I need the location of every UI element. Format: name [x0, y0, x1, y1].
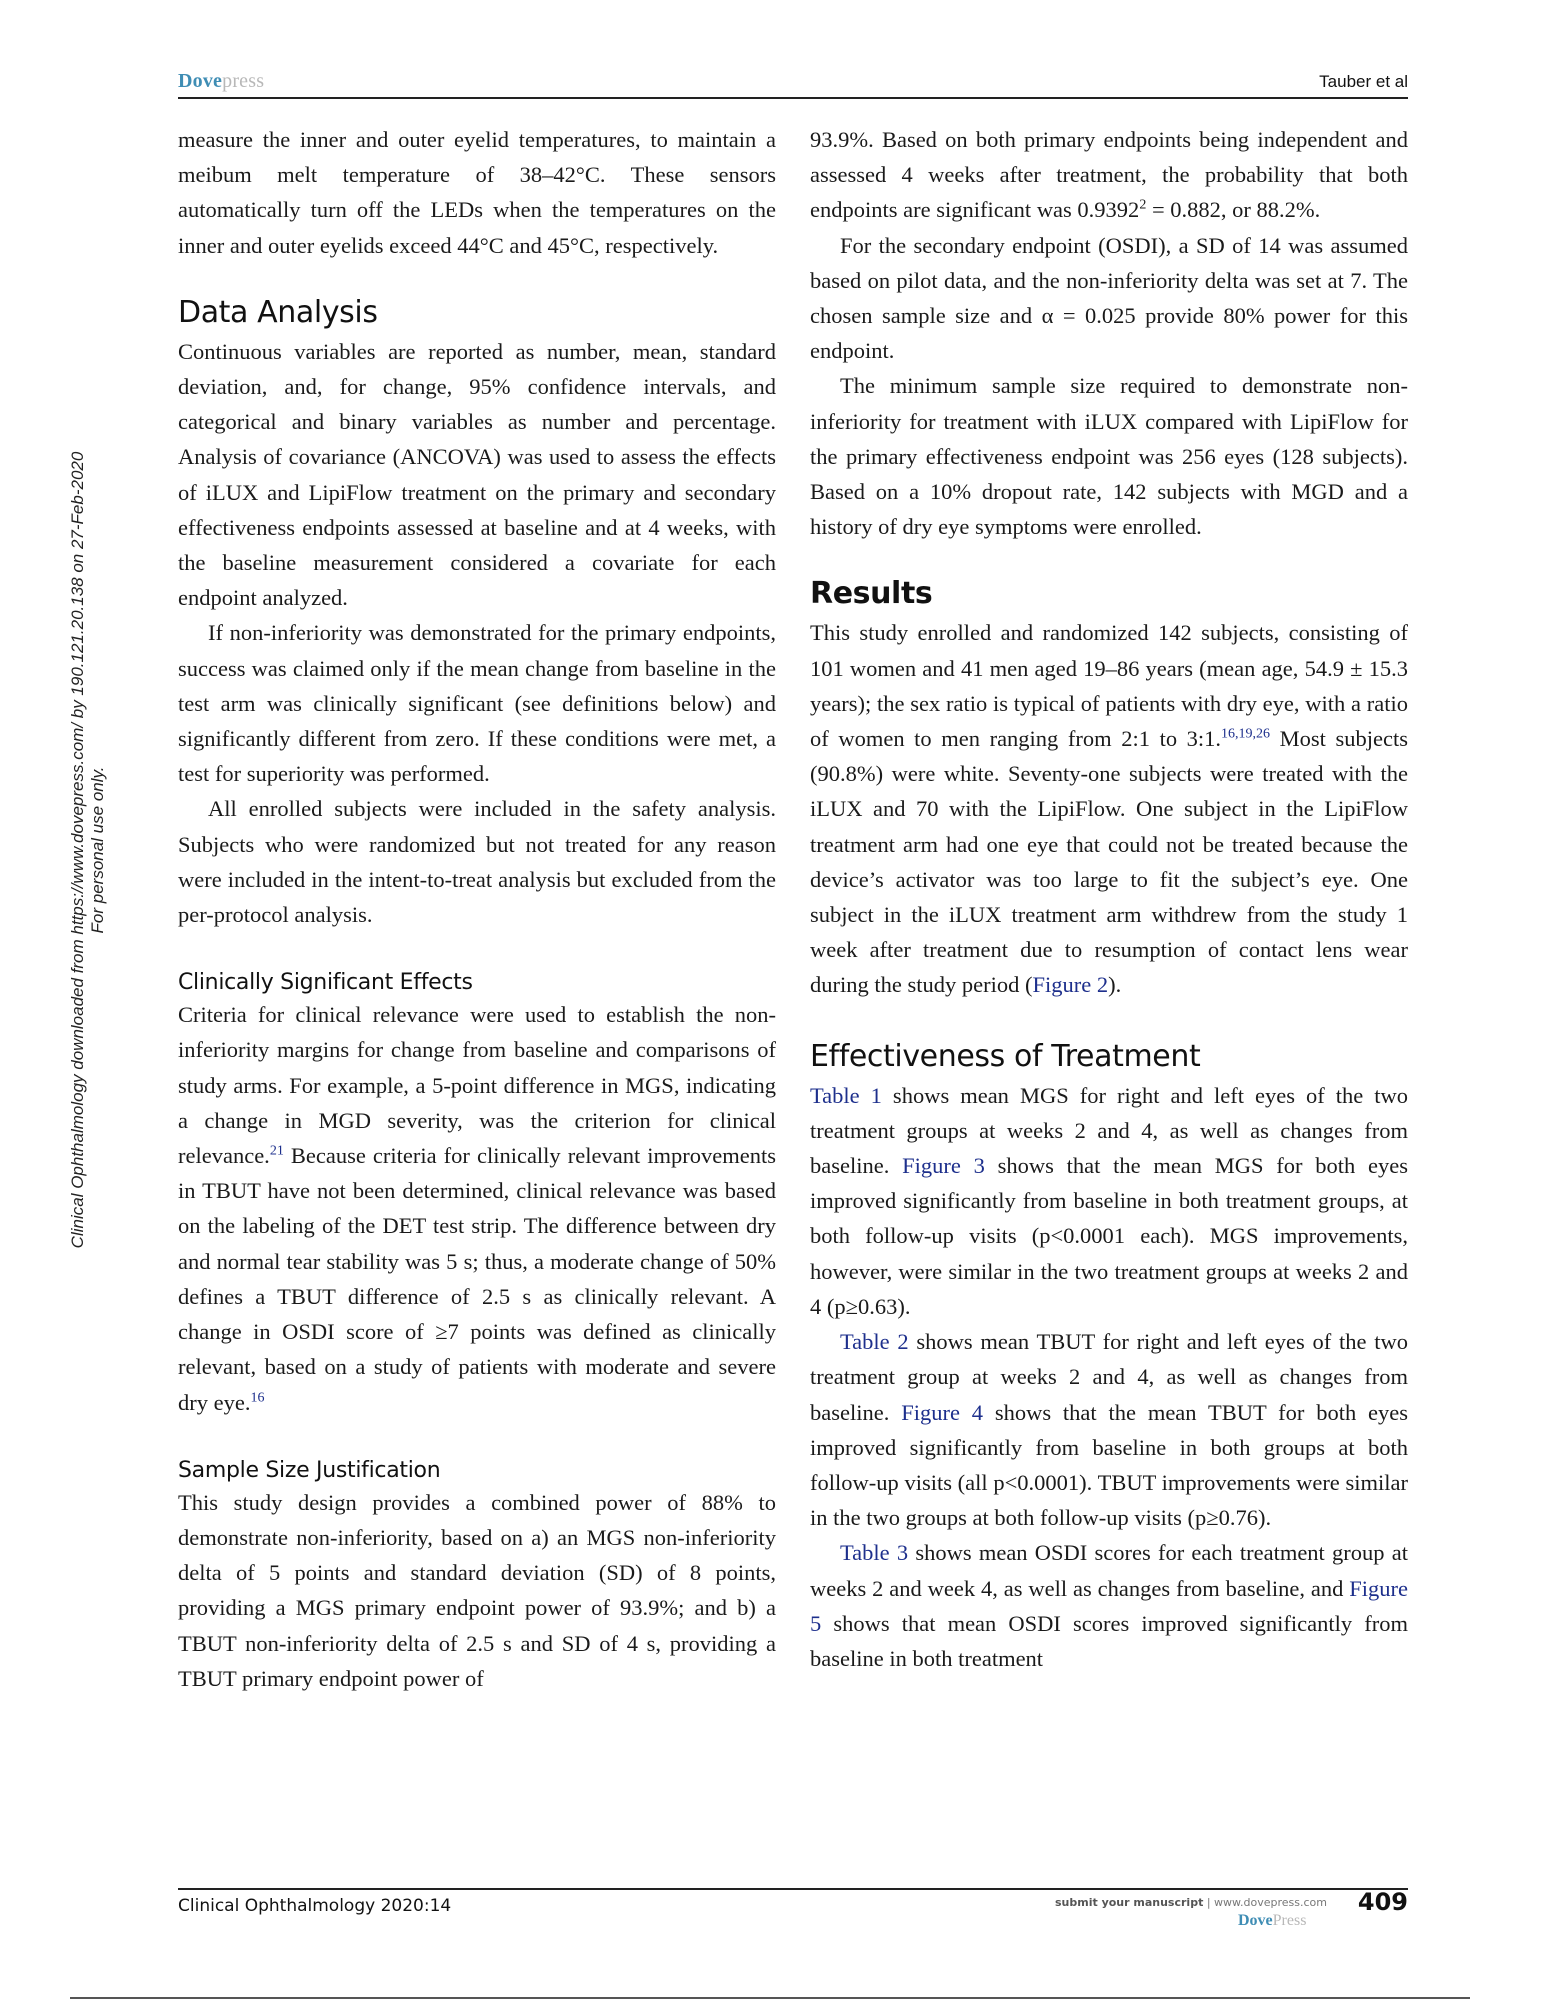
heading-data-analysis: Data Analysis [178, 294, 378, 330]
paragraph-intro: measure the inner and outer eyelid temperatures, to maintain a meibum melt temperature of 38–42°C. These sensors automatically turn off the LEDs when the temperatures on the inner and outer eyelids exceed 44°C and 45°C, respectively. [178, 127, 776, 258]
dovepress-footer-logo: DovePress [1238, 1912, 1307, 1929]
page-number: 409 [1357, 1888, 1408, 1916]
page-edge-line [70, 1997, 1470, 1999]
paragraph-effectiveness-osdi: Table 3 shows mean OSDI scores for each treatment group at weeks 2 and week 4, as well as changes from baseline, and Figure 5 shows that mean OSDI scores improved significantly from baseline in both treatment [810, 1540, 1408, 1671]
link-figure-2[interactable]: Figure 2 [1032, 972, 1109, 998]
footer-rule [178, 1888, 1408, 1890]
submit-manuscript-link[interactable]: submit your manuscript | www.dovepress.com [1055, 1896, 1327, 1909]
link-table-2[interactable]: Table 2 [840, 1329, 909, 1355]
paragraph-data-analysis-3: All enrolled subjects were included in the safety analysis. Subjects who were randomized but not treated for any reason were included in the intent-to-treat analysis but excluded from the per-protocol analysis. [178, 796, 776, 928]
heading-results: Results [810, 576, 933, 612]
right-column [810, 122, 1408, 1676]
paragraph-sample-size: This study design provides a combined power of 88% to demonstrate non-inferiority, based on a) an MGS non-inferiority delta of 5 points and standard deviation (SD) of 8 points, providing a MGS primary endpoint power of 93.9%; and b) a TBUT non-inferiority delta of 2.5 s and SD of 4 s, providing a TBUT primary endpoint power of [178, 1489, 776, 1691]
header-rule [178, 97, 1408, 99]
download-watermark [58, 400, 118, 1300]
citation-16[interactable]: 16 [250, 1390, 265, 1405]
journal-citation: Clinical Ophthalmology 2020:14 [178, 1896, 452, 1916]
heading-clinically-significant-effects: Clinically Significant Effects [178, 970, 473, 996]
paragraph-effectiveness-mgs: Table 1 shows mean MGS for right and left eyes of the two treatment groups at weeks 2 and 4, as well as changes from baseline. Figure 3 shows that the mean MGS for both eyes improved significantly from baseline in both treatment groups, at both follow-up visits (p<0.0001 each). MGS improvements, however, were similar in the two treatment groups at weeks 2 and 4 (p≥0.63). [810, 1082, 1409, 1319]
heading-sample-size-justification: Sample Size Justification [178, 1457, 441, 1483]
citation-21[interactable]: 21 [269, 1143, 284, 1159]
paragraph-data-analysis-1: Continuous variables are reported as number, mean, standard deviation, and, for change, 95% confidence intervals, and categorical and binary variables as number and percentage. Analysis of covariance (ANCOVA) was used to assess the effects of iLUX and LipiFlow treatment on the primary and secondary effectiveness endpoints assessed at baseline and at 4 weeks, with the baseline measurement considered a covariate for each endpoint analyzed. [178, 338, 776, 611]
paragraph-data-analysis-2: If non-inferiority was demonstrated for the primary endpoints, success was claimed only if the mean change from baseline in the test arm was clinically significant (see definitions below) and significantly different from zero. If these conditions were met, a test for superiority was performed. [178, 620, 776, 787]
link-figure-3[interactable]: Figure 3 [902, 1153, 985, 1179]
heading-effectiveness-of-treatment: Effectiveness of Treatment [810, 1038, 1201, 1074]
running-author: Tauber et al [1319, 72, 1408, 91]
paragraph-effectiveness-tbut: Table 2 shows mean TBUT for right and left eyes of the two treatment group at weeks 2 and 4, as well as changes from baseline. Figure 4 shows that the mean TBUT for both eyes improved significantly from baseline in both groups at both follow-up visits (all p<0.0001). TBUT improvements were similar in the two groups at both follow-up visits (p≥0.76). [810, 1329, 1409, 1531]
watermark-line-1: Clinical Ophthalmology downloaded from https://www.dovepress.com/ by 190.121.20.138 on 27-Feb-2020 [68, 451, 87, 1249]
link-table-3[interactable]: Table 3 [840, 1540, 909, 1566]
paragraph-osdi-power: For the secondary endpoint (OSDI), a SD of 14 was assumed based on pilot data, and the non-inferiority delta was set at 7. The chosen sample size and α = 0.025 provide 80% power for this endpoint. [810, 232, 1408, 364]
page-header [178, 66, 1408, 98]
paragraph-minimum-sample: The minimum sample size required to demonstrate non-inferiority for treatment with iLUX compared with LipiFlow for the primary effectiveness endpoint was 256 eyes (128 subjects). Based on a 10% dropout rate, 142 subjects with MGD and a history of dry eye symptoms were enrolled. [810, 373, 1408, 540]
paragraph-power-continued: 93.9%. Based on both primary endpoints being independent and assessed 4 weeks after treatment, the probability that both endpoints are significant was $0.9392^2 = 0.882$, or 88.2%. [810, 127, 1408, 223]
website-link[interactable]: www.dovepress.com [1214, 1896, 1327, 1909]
link-figure-5[interactable]: Figure 5 [810, 1575, 1408, 1636]
link-figure-4[interactable]: Figure 4 [901, 1399, 984, 1425]
paragraph-clinically-significant: Criteria for clinical relevance were used to establish the non-inferiority margins for change from baseline and comparisons of study arms. For example, a 5-point difference in MGS, indicating a change in MGD severity, was the criterion for clinical relevance.$^{21}$ Because criteria for clinically relevant improvements in TBUT have not been determined, clinical relevance was based on the labeling of the DET test strip. The difference between dry and normal tear stability was 5 s; thus, a moderate change of 50% defines a TBUT difference of 2.5 s as clinically relevant. A change in OSDI score of ≥7 points was defined as clinically relevant, based on a study of patients with moderate and severe dry eye.$^{16}$ [178, 1002, 776, 1415]
paragraph-results: This study enrolled and randomized 142 subjects, consisting of 101 women and 41 men aged 19–86 years (mean age, 54.9 ± 15.3 years); the sex ratio is typical of patients with dry eye, with a ratio of women to men ranging from 2:1 to 3:1.$^{16,19,26}$ Most subjects (90.8%) were white. Seventy-one subjects were treated with the iLUX and 70 with the LipiFlow. One subject in the LipiFlow treatment arm had one eye that could not be treated because the device’s activator was too large to fit the subject’s eye. One subject in the iLUX treatment arm withdrew from the study 1 week after treatment due to resumption of contact lens wear during the study period (Figure 2). [810, 620, 1408, 998]
link-table-1[interactable]: Table 1 [810, 1082, 882, 1108]
left-column [178, 122, 776, 1696]
citation-16-19-26[interactable]: 16,19,26 [1221, 726, 1271, 742]
dovepress-logo: Dovepress [178, 70, 265, 92]
watermark-line-2: For personal use only. [88, 766, 107, 934]
